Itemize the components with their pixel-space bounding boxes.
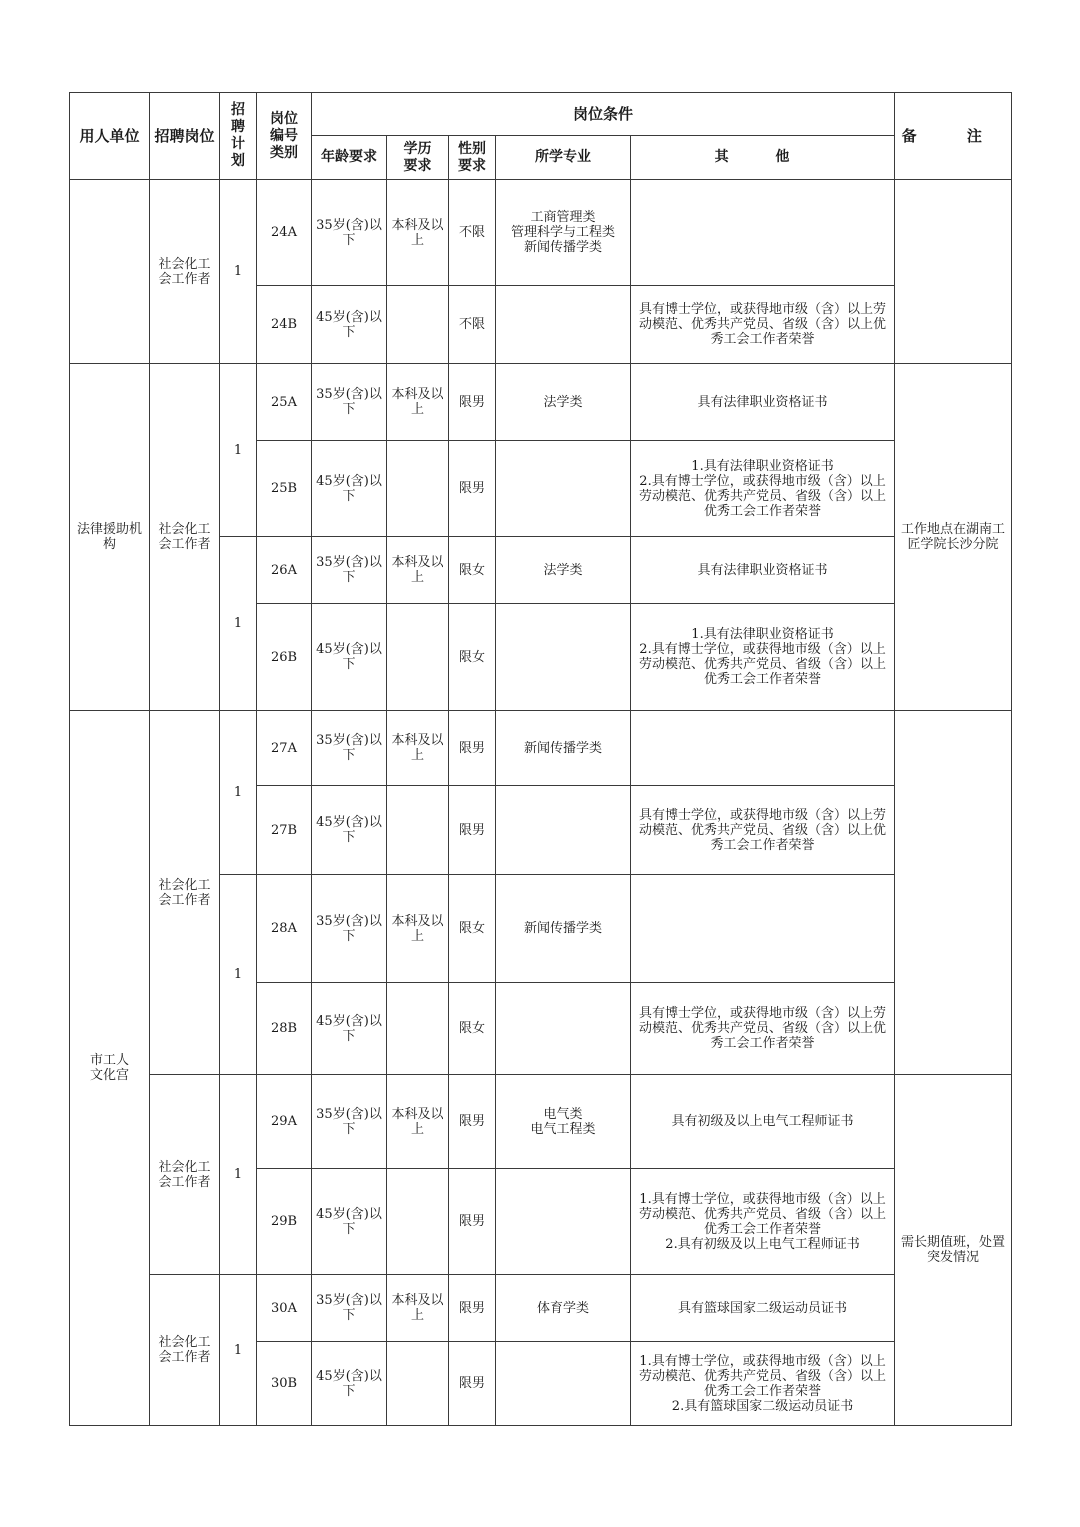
- unit-cell: 法律援助机构: [70, 364, 150, 711]
- code-cell: 29A: [257, 1075, 312, 1169]
- header-conditions: 岗位条件: [312, 93, 895, 136]
- age-cell: 35岁(含)以下: [312, 364, 387, 441]
- header-other: 其 他: [631, 136, 895, 180]
- other-cell: 具有博士学位，或获得地市级（含）以上劳动模范、优秀共产党员、省级（含）以上优秀工会工作者荣誉: [631, 983, 895, 1075]
- major-cell: 电气类 电气工程类: [496, 1075, 631, 1169]
- major-cell: [496, 286, 631, 364]
- other-cell: 具有法律职业资格证书: [631, 364, 895, 441]
- code-cell: 30B: [257, 1342, 312, 1426]
- other-cell: 具有博士学位，或获得地市级（含）以上劳动模范、优秀共产党员、省级（含）以上优秀工会工作者荣誉: [631, 786, 895, 875]
- header-code: 岗位编号类别: [257, 93, 312, 180]
- major-cell: 法学类: [496, 537, 631, 604]
- major-cell: [496, 441, 631, 537]
- major-cell: 新闻传播学类: [496, 711, 631, 786]
- remark-cell: [895, 180, 1012, 364]
- age-cell: 45岁(含)以下: [312, 286, 387, 364]
- plan-cell: 1: [220, 711, 257, 875]
- table-row: [70, 711, 1012, 786]
- gender-cell: 不限: [449, 286, 496, 364]
- code-cell: 24A: [257, 180, 312, 286]
- plan-cell: 1: [220, 180, 257, 364]
- edu-cell: [387, 286, 449, 364]
- code-cell: 30A: [257, 1275, 312, 1342]
- plan-cell: 1: [220, 364, 257, 537]
- code-cell: 24B: [257, 286, 312, 364]
- other-cell: [631, 875, 895, 983]
- gender-cell: 限男: [449, 1169, 496, 1275]
- plan-cell: 1: [220, 537, 257, 711]
- position-cell: 社会化工会工作者: [150, 1075, 220, 1275]
- age-cell: 45岁(含)以下: [312, 1169, 387, 1275]
- code-cell: 25A: [257, 364, 312, 441]
- unit-cell: [70, 180, 150, 364]
- edu-cell: 本科及以上: [387, 1075, 449, 1169]
- other-cell: 具有法律职业资格证书: [631, 537, 895, 604]
- edu-cell: 本科及以上: [387, 711, 449, 786]
- remark-cell: 需长期值班，处置突发情况: [895, 1075, 1012, 1426]
- age-cell: 35岁(含)以下: [312, 875, 387, 983]
- age-cell: 35岁(含)以下: [312, 1275, 387, 1342]
- position-cell: 社会化工会工作者: [150, 1275, 220, 1426]
- gender-cell: 限男: [449, 364, 496, 441]
- edu-cell: 本科及以上: [387, 364, 449, 441]
- gender-cell: 限男: [449, 711, 496, 786]
- other-cell: 具有博士学位，或获得地市级（含）以上劳动模范、优秀共产党员、省级（含）以上优秀工会工作者荣誉: [631, 286, 895, 364]
- age-cell: 45岁(含)以下: [312, 983, 387, 1075]
- unit-cell: 市工人文化宫: [70, 711, 150, 1426]
- table-row: [70, 1075, 1012, 1169]
- header-remark: 备 注: [895, 93, 1012, 180]
- edu-cell: [387, 604, 449, 711]
- age-cell: 45岁(含)以下: [312, 1342, 387, 1426]
- major-cell: [496, 786, 631, 875]
- gender-cell: 限女: [449, 983, 496, 1075]
- gender-cell: 限男: [449, 1075, 496, 1169]
- code-cell: 27B: [257, 786, 312, 875]
- major-cell: [496, 983, 631, 1075]
- age-cell: 35岁(含)以下: [312, 537, 387, 604]
- position-cell: 社会化工会工作者: [150, 364, 220, 711]
- edu-cell: [387, 983, 449, 1075]
- gender-cell: 限男: [449, 1275, 496, 1342]
- position-cell: 社会化工会工作者: [150, 180, 220, 364]
- edu-cell: 本科及以上: [387, 537, 449, 604]
- remark-cell: [895, 711, 1012, 1075]
- major-cell: 体育学类: [496, 1275, 631, 1342]
- table-row: [70, 1275, 1012, 1342]
- other-cell: 1.具有法律职业资格证书 2.具有博士学位，或获得地市级（含）以上劳动模范、优秀共产党员、省级（含）以上优秀工会工作者荣誉: [631, 441, 895, 537]
- edu-cell: [387, 1342, 449, 1426]
- header-position: 招聘岗位: [150, 93, 220, 180]
- gender-cell: 限女: [449, 537, 496, 604]
- header-plan: 招聘计划: [220, 93, 257, 180]
- other-cell: 具有篮球国家二级运动员证书: [631, 1275, 895, 1342]
- other-cell: [631, 711, 895, 786]
- age-cell: 45岁(含)以下: [312, 441, 387, 537]
- recruitment-table: [69, 92, 1012, 1426]
- edu-cell: 本科及以上: [387, 875, 449, 983]
- plan-cell: 1: [220, 875, 257, 1075]
- code-cell: 27A: [257, 711, 312, 786]
- gender-cell: 限男: [449, 441, 496, 537]
- age-cell: 35岁(含)以下: [312, 180, 387, 286]
- plan-cell: 1: [220, 1075, 257, 1275]
- edu-cell: 本科及以上: [387, 1275, 449, 1342]
- header-age: 年龄要求: [312, 136, 387, 180]
- major-cell: 新闻传播学类: [496, 875, 631, 983]
- code-cell: 26A: [257, 537, 312, 604]
- age-cell: 45岁(含)以下: [312, 604, 387, 711]
- plan-cell: 1: [220, 1275, 257, 1426]
- edu-cell: [387, 1169, 449, 1275]
- other-cell: 1.具有博士学位，或获得地市级（含）以上劳动模范、优秀共产党员、省级（含）以上优秀工会工作者荣誉 2.具有初级及以上电气工程师证书: [631, 1169, 895, 1275]
- gender-cell: 限男: [449, 1342, 496, 1426]
- other-cell: 1.具有法律职业资格证书 2.具有博士学位，或获得地市级（含）以上劳动模范、优秀共产党员、省级（含）以上优秀工会工作者荣誉: [631, 604, 895, 711]
- header-major: 所学专业: [496, 136, 631, 180]
- gender-cell: 限女: [449, 604, 496, 711]
- gender-cell: 不限: [449, 180, 496, 286]
- edu-cell: 本科及以上: [387, 180, 449, 286]
- header-edu: 学历要求: [387, 136, 449, 180]
- header-unit: 用人单位: [70, 93, 150, 180]
- other-cell: 1.具有博士学位，或获得地市级（含）以上劳动模范、优秀共产党员、省级（含）以上优秀工会工作者荣誉 2.具有篮球国家二级运动员证书: [631, 1342, 895, 1426]
- code-cell: 26B: [257, 604, 312, 711]
- code-cell: 28B: [257, 983, 312, 1075]
- remark-cell: 工作地点在湖南工匠学院长沙分院: [895, 364, 1012, 711]
- gender-cell: 限男: [449, 786, 496, 875]
- other-cell: [631, 180, 895, 286]
- age-cell: 35岁(含)以下: [312, 1075, 387, 1169]
- code-cell: 28A: [257, 875, 312, 983]
- edu-cell: [387, 441, 449, 537]
- gender-cell: 限女: [449, 875, 496, 983]
- major-cell: 工商管理类 管理科学与工程类 新闻传播学类: [496, 180, 631, 286]
- major-cell: [496, 604, 631, 711]
- major-cell: [496, 1169, 631, 1275]
- major-cell: 法学类: [496, 364, 631, 441]
- age-cell: 45岁(含)以下: [312, 786, 387, 875]
- code-cell: 29B: [257, 1169, 312, 1275]
- position-cell: 社会化工会工作者: [150, 711, 220, 1075]
- code-cell: 25B: [257, 441, 312, 537]
- other-cell: 具有初级及以上电气工程师证书: [631, 1075, 895, 1169]
- major-cell: [496, 1342, 631, 1426]
- edu-cell: [387, 786, 449, 875]
- age-cell: 35岁(含)以下: [312, 711, 387, 786]
- table-row: [70, 180, 1012, 286]
- table-row: [70, 364, 1012, 441]
- header-gender: 性别要求: [449, 136, 496, 180]
